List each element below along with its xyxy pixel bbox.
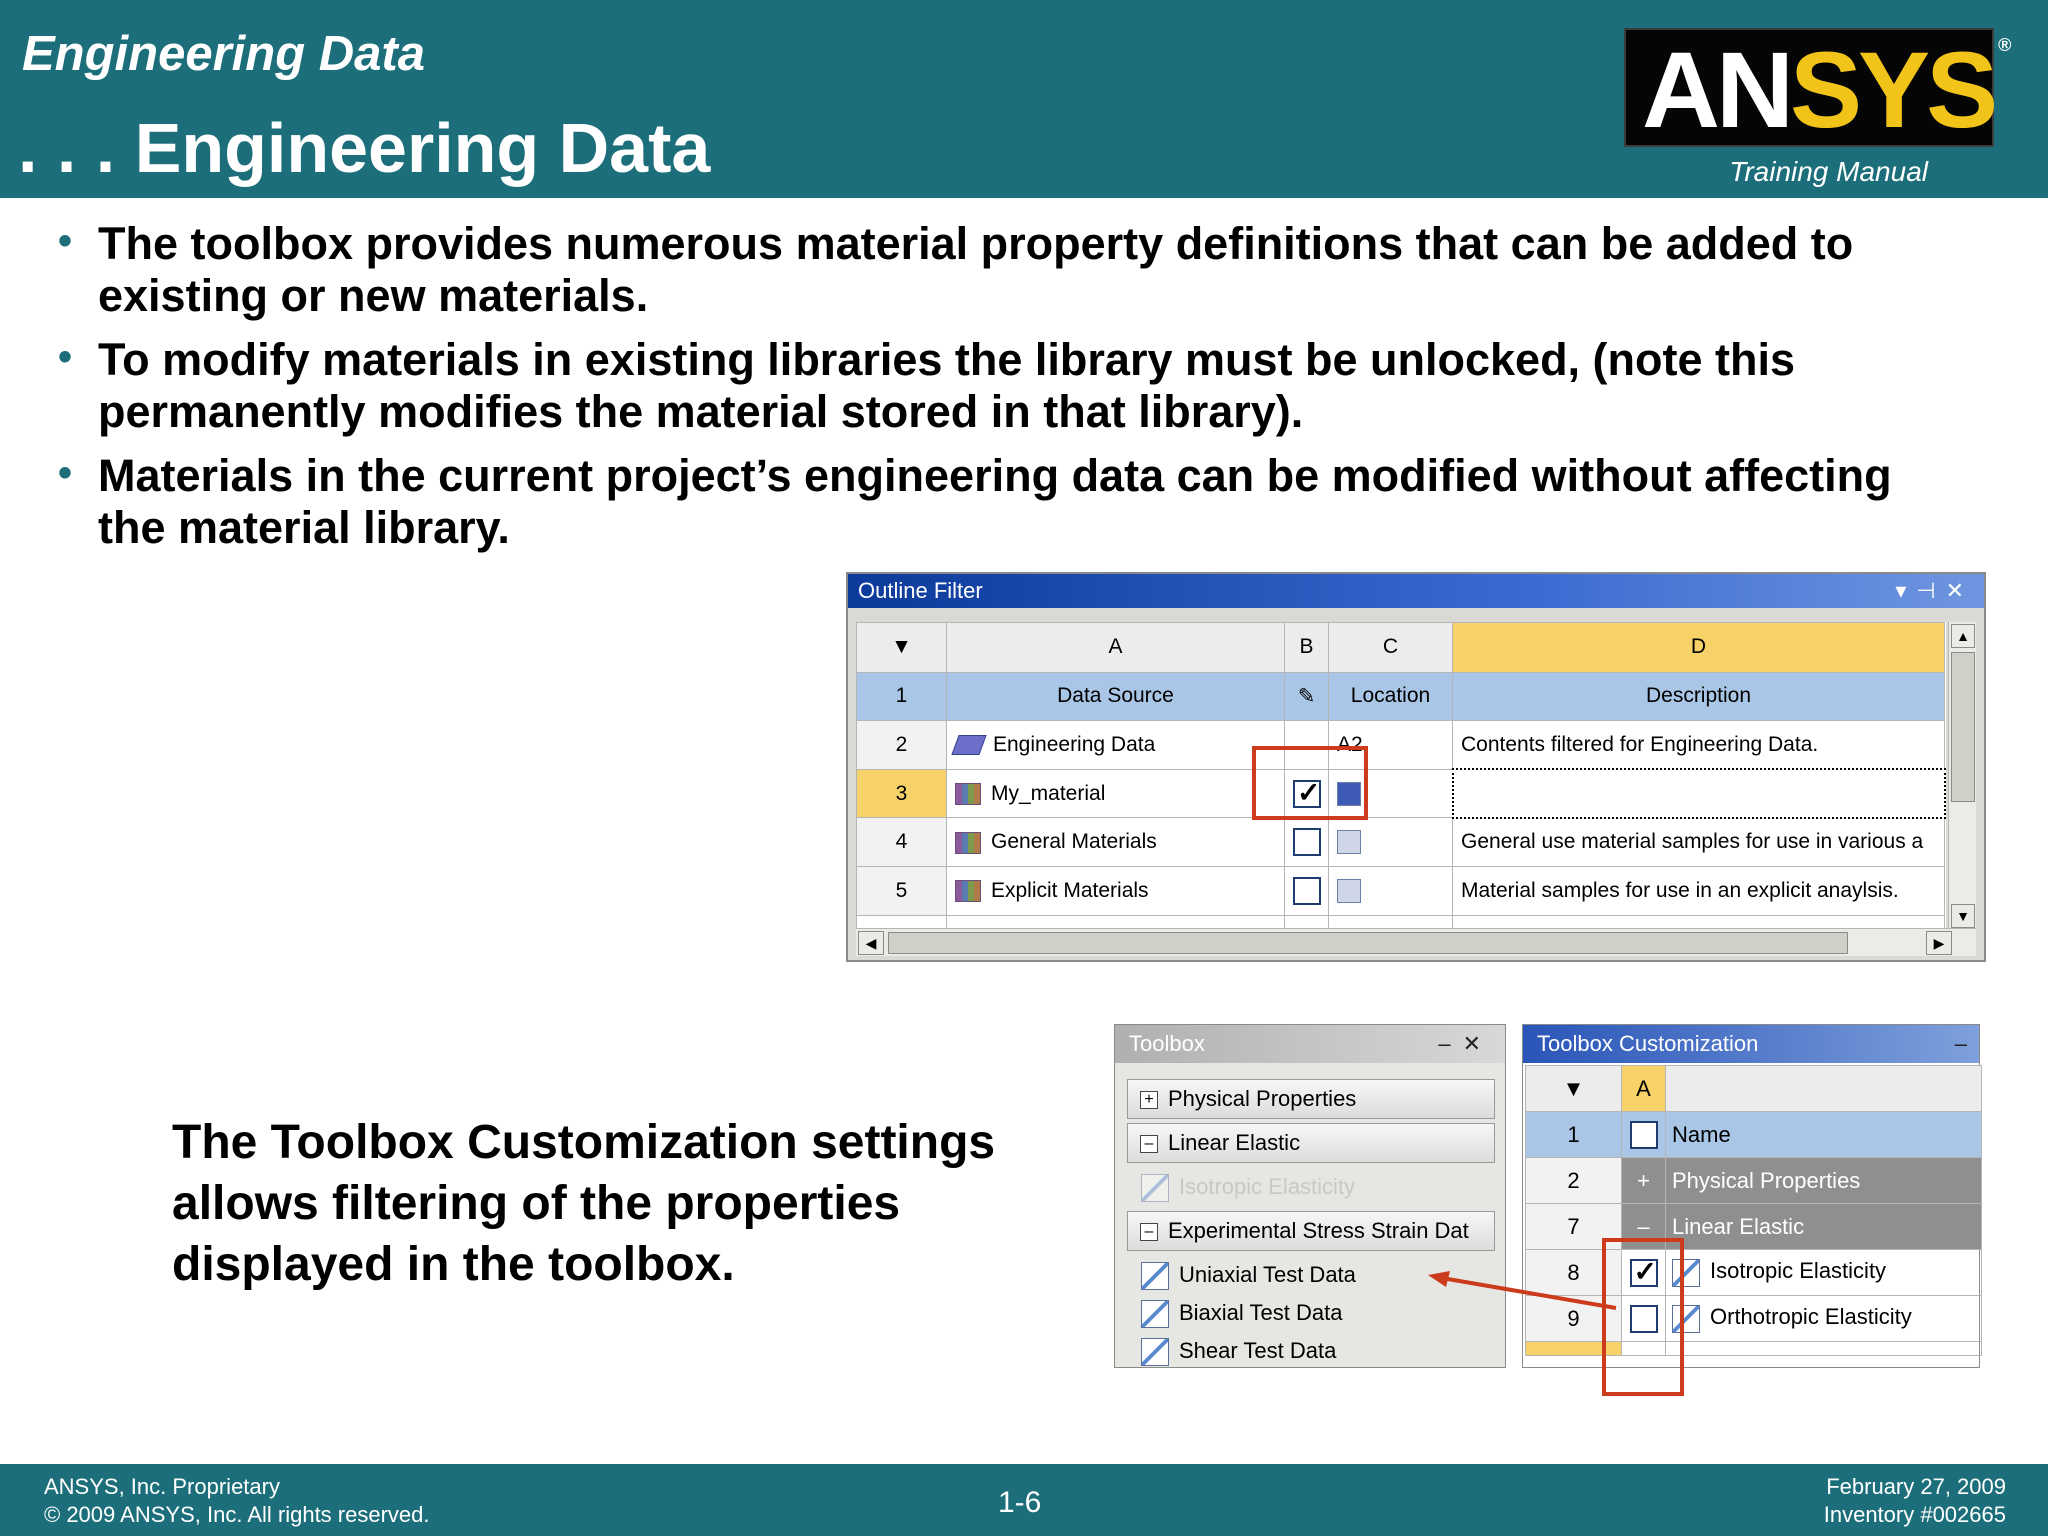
close-icon[interactable]: ✕ bbox=[1462, 1031, 1493, 1056]
column-letter-d[interactable]: D bbox=[1453, 623, 1945, 673]
bullet-item bbox=[56, 334, 1956, 438]
location-cell: A2 bbox=[1329, 721, 1453, 770]
group-label: Physical Properties bbox=[1666, 1158, 1982, 1204]
horizontal-scrollbar[interactable] bbox=[856, 928, 1976, 956]
toolbox-item[interactable] bbox=[1141, 1333, 1336, 1369]
library-icon bbox=[955, 832, 981, 854]
data-source-label: My_material bbox=[991, 781, 1106, 805]
row-number: 9 bbox=[1526, 1296, 1622, 1342]
outline-filter-panel bbox=[846, 572, 1986, 962]
checkbox-cell bbox=[1622, 1112, 1666, 1158]
page-number: 1-6 bbox=[998, 1486, 1042, 1519]
row-number: 4 bbox=[857, 818, 947, 867]
pencil-icon: ✎ bbox=[1285, 672, 1329, 721]
expand-icon[interactable]: + bbox=[1140, 1091, 1158, 1109]
toolbox-item bbox=[1141, 1169, 1355, 1205]
data-source-label: Engineering Data bbox=[993, 732, 1156, 756]
slide-footer bbox=[0, 1464, 2048, 1536]
table-row-partial bbox=[1526, 1342, 1982, 1356]
group-label: Experimental Stress Strain Dat bbox=[1168, 1218, 1469, 1243]
outline-filter-title: Outline Filter bbox=[858, 578, 983, 603]
description-cell[interactable] bbox=[1453, 769, 1945, 818]
toolbox-item[interactable] bbox=[1141, 1257, 1356, 1293]
chart-icon bbox=[1141, 1262, 1169, 1290]
section-title: Engineering Data bbox=[22, 27, 425, 81]
header-data-source: Data Source bbox=[947, 672, 1285, 721]
slide-title: . . . Engineering Data bbox=[18, 109, 711, 187]
location-cell bbox=[1329, 818, 1453, 867]
row-number: 2 bbox=[1526, 1158, 1622, 1204]
empty-header bbox=[1666, 1066, 1982, 1112]
toolbox-item[interactable] bbox=[1141, 1295, 1342, 1331]
table-row[interactable] bbox=[857, 866, 1945, 915]
table-row bbox=[857, 672, 1945, 721]
bullet-item bbox=[56, 450, 1956, 554]
table-row[interactable] bbox=[857, 721, 1945, 770]
description-cell: Contents filtered for Engineering Data. bbox=[1453, 721, 1945, 770]
collapse-icon[interactable]: – bbox=[1622, 1204, 1666, 1250]
table-row[interactable] bbox=[1526, 1204, 1982, 1250]
date-label: February 27, 2009 bbox=[1826, 1474, 2006, 1499]
outline-filter-table bbox=[856, 622, 1946, 930]
toolbox-group[interactable] bbox=[1127, 1123, 1495, 1163]
edit-checkbox[interactable] bbox=[1293, 877, 1321, 905]
item-label: Isotropic Elasticity bbox=[1179, 1174, 1356, 1199]
logo-registered-mark: ® bbox=[1998, 35, 2012, 55]
group-label: Linear Elastic bbox=[1168, 1130, 1301, 1155]
scroll-thumb[interactable] bbox=[888, 932, 1848, 954]
description-cell: Material samples for use in an explicit anaylsis. bbox=[1453, 866, 1945, 915]
close-icon[interactable]: ✕ bbox=[1945, 578, 1974, 603]
property-cell bbox=[1666, 1296, 1982, 1342]
column-letter-row bbox=[857, 623, 1945, 673]
edit-checkbox[interactable] bbox=[1293, 828, 1321, 856]
item-label: Uniaxial Test Data bbox=[1179, 1262, 1356, 1287]
bullet-list bbox=[56, 218, 1956, 566]
data-source-cell[interactable] bbox=[947, 818, 1285, 867]
property-label: Isotropic Elasticity bbox=[1710, 1258, 1887, 1284]
table-row[interactable] bbox=[1526, 1158, 1982, 1204]
copyright-label: © 2009 ANSYS, Inc. All rights reserved. bbox=[44, 1502, 430, 1527]
scroll-up-icon[interactable]: ▲ bbox=[1951, 624, 1975, 648]
pin-icon[interactable]: ⊣ bbox=[1916, 578, 1946, 603]
column-letter-a[interactable]: A bbox=[1622, 1066, 1666, 1112]
ansys-logo bbox=[1624, 28, 2012, 150]
collapse-icon[interactable]: – bbox=[1140, 1223, 1158, 1241]
column-letter-a[interactable]: A bbox=[947, 623, 1285, 673]
data-source-cell[interactable] bbox=[947, 721, 1285, 770]
table-row bbox=[1526, 1112, 1982, 1158]
scroll-right-icon[interactable]: ▶ bbox=[1926, 931, 1952, 955]
minimize-icon[interactable]: – bbox=[1438, 1031, 1463, 1056]
bullet-text: The toolbox provides numerous material property definitions that can be added to existing or new materials. bbox=[98, 218, 1854, 321]
vertical-scrollbar[interactable] bbox=[1948, 622, 1976, 930]
browse-icon[interactable] bbox=[1337, 879, 1361, 903]
row-number: 2 bbox=[857, 721, 947, 770]
chart-icon bbox=[1141, 1300, 1169, 1328]
row-number: 1 bbox=[1526, 1112, 1622, 1158]
sort-chevron-down-icon[interactable]: ▼ bbox=[857, 623, 947, 673]
library-icon bbox=[955, 783, 981, 805]
checkbox-cell bbox=[1285, 866, 1329, 915]
group-label: Linear Elastic bbox=[1666, 1204, 1982, 1250]
row-number: 1 bbox=[857, 672, 947, 721]
header-location: Location bbox=[1329, 672, 1453, 721]
column-letter-c[interactable]: C bbox=[1329, 623, 1453, 673]
scroll-down-icon[interactable]: ▼ bbox=[1951, 904, 1975, 928]
column-letter-b[interactable]: B bbox=[1285, 623, 1329, 673]
bullet-text: To modify materials in existing libraries the library must be unlocked, (note this permanently modifies the material stored in that library). bbox=[98, 334, 1796, 437]
scroll-left-icon[interactable]: ◀ bbox=[858, 931, 884, 955]
header-description: Description bbox=[1453, 672, 1945, 721]
chart-icon bbox=[1141, 1338, 1169, 1366]
property-label: Orthotropic Elasticity bbox=[1710, 1304, 1912, 1330]
data-source-cell[interactable] bbox=[947, 769, 1285, 818]
bullet-dot-icon: • bbox=[58, 451, 73, 495]
bullet-dot-icon: • bbox=[58, 219, 73, 263]
item-label: Biaxial Test Data bbox=[1179, 1300, 1343, 1325]
row-number: 3 bbox=[857, 769, 947, 818]
browse-icon[interactable] bbox=[1337, 830, 1361, 854]
customization-titlebar bbox=[1523, 1025, 1979, 1063]
scroll-thumb[interactable] bbox=[1951, 652, 1975, 802]
customization-title: Toolbox Customization bbox=[1537, 1031, 1759, 1056]
window-controls bbox=[1895, 574, 1974, 608]
proprietary-label: ANSYS, Inc. Proprietary bbox=[44, 1474, 280, 1499]
arrow-head bbox=[1428, 1271, 1450, 1287]
minimize-icon[interactable]: – bbox=[1954, 1031, 1967, 1056]
toolbox-group[interactable] bbox=[1127, 1079, 1495, 1119]
pointer-arrow-icon bbox=[1420, 1270, 1620, 1340]
chart-icon bbox=[1141, 1174, 1169, 1202]
column-letter-row bbox=[1526, 1066, 1982, 1112]
row-number: 7 bbox=[1526, 1204, 1622, 1250]
location-cell bbox=[1329, 866, 1453, 915]
library-icon bbox=[955, 880, 981, 902]
dropdown-icon[interactable]: ▾ bbox=[1895, 578, 1917, 603]
table-row[interactable] bbox=[857, 769, 1945, 818]
highlight-box bbox=[1252, 746, 1368, 820]
collapse-icon[interactable]: – bbox=[1140, 1135, 1158, 1153]
outline-filter-titlebar bbox=[848, 574, 1984, 608]
inventory-label: Inventory #002665 bbox=[1823, 1502, 2006, 1527]
data-source-label: General Materials bbox=[991, 830, 1157, 854]
table-row[interactable] bbox=[857, 818, 1945, 867]
description-cell: General use material samples for use in various a bbox=[1453, 818, 1945, 867]
group-label: Physical Properties bbox=[1168, 1086, 1357, 1111]
slide-header bbox=[0, 0, 2048, 198]
bullet-item bbox=[56, 218, 1956, 322]
toolbox-title: Toolbox bbox=[1129, 1031, 1205, 1056]
data-source-label: Explicit Materials bbox=[991, 878, 1149, 902]
row-number: 5 bbox=[857, 866, 947, 915]
row-number: 8 bbox=[1526, 1250, 1622, 1296]
name-header: Name bbox=[1666, 1112, 1982, 1158]
select-all-checkbox[interactable] bbox=[1630, 1121, 1658, 1149]
sort-chevron-down-icon[interactable]: ▼ bbox=[1526, 1066, 1622, 1112]
arrow-shaft bbox=[1442, 1278, 1616, 1308]
window-controls bbox=[1438, 1025, 1493, 1063]
logo-sys: SYS bbox=[1790, 29, 1995, 150]
toolbox-group[interactable] bbox=[1127, 1211, 1495, 1251]
bullet-dot-icon: • bbox=[58, 335, 73, 379]
property-cell bbox=[1666, 1250, 1982, 1296]
bullet-text: Materials in the current project’s engineering data can be modified without affecting the material library. bbox=[98, 450, 1892, 553]
expand-icon[interactable]: + bbox=[1622, 1158, 1666, 1204]
training-manual-label: Training Manual bbox=[1729, 156, 1928, 187]
checkbox-cell bbox=[1285, 818, 1329, 867]
book-icon bbox=[951, 735, 986, 755]
data-source-cell[interactable] bbox=[947, 866, 1285, 915]
toolbox-titlebar bbox=[1115, 1025, 1505, 1063]
logo-an: AN bbox=[1642, 29, 1790, 150]
item-label: Shear Test Data bbox=[1179, 1338, 1337, 1363]
caption-text: The Toolbox Customization settings allows filtering of the properties displayed in the toolbox. bbox=[172, 1116, 996, 1291]
